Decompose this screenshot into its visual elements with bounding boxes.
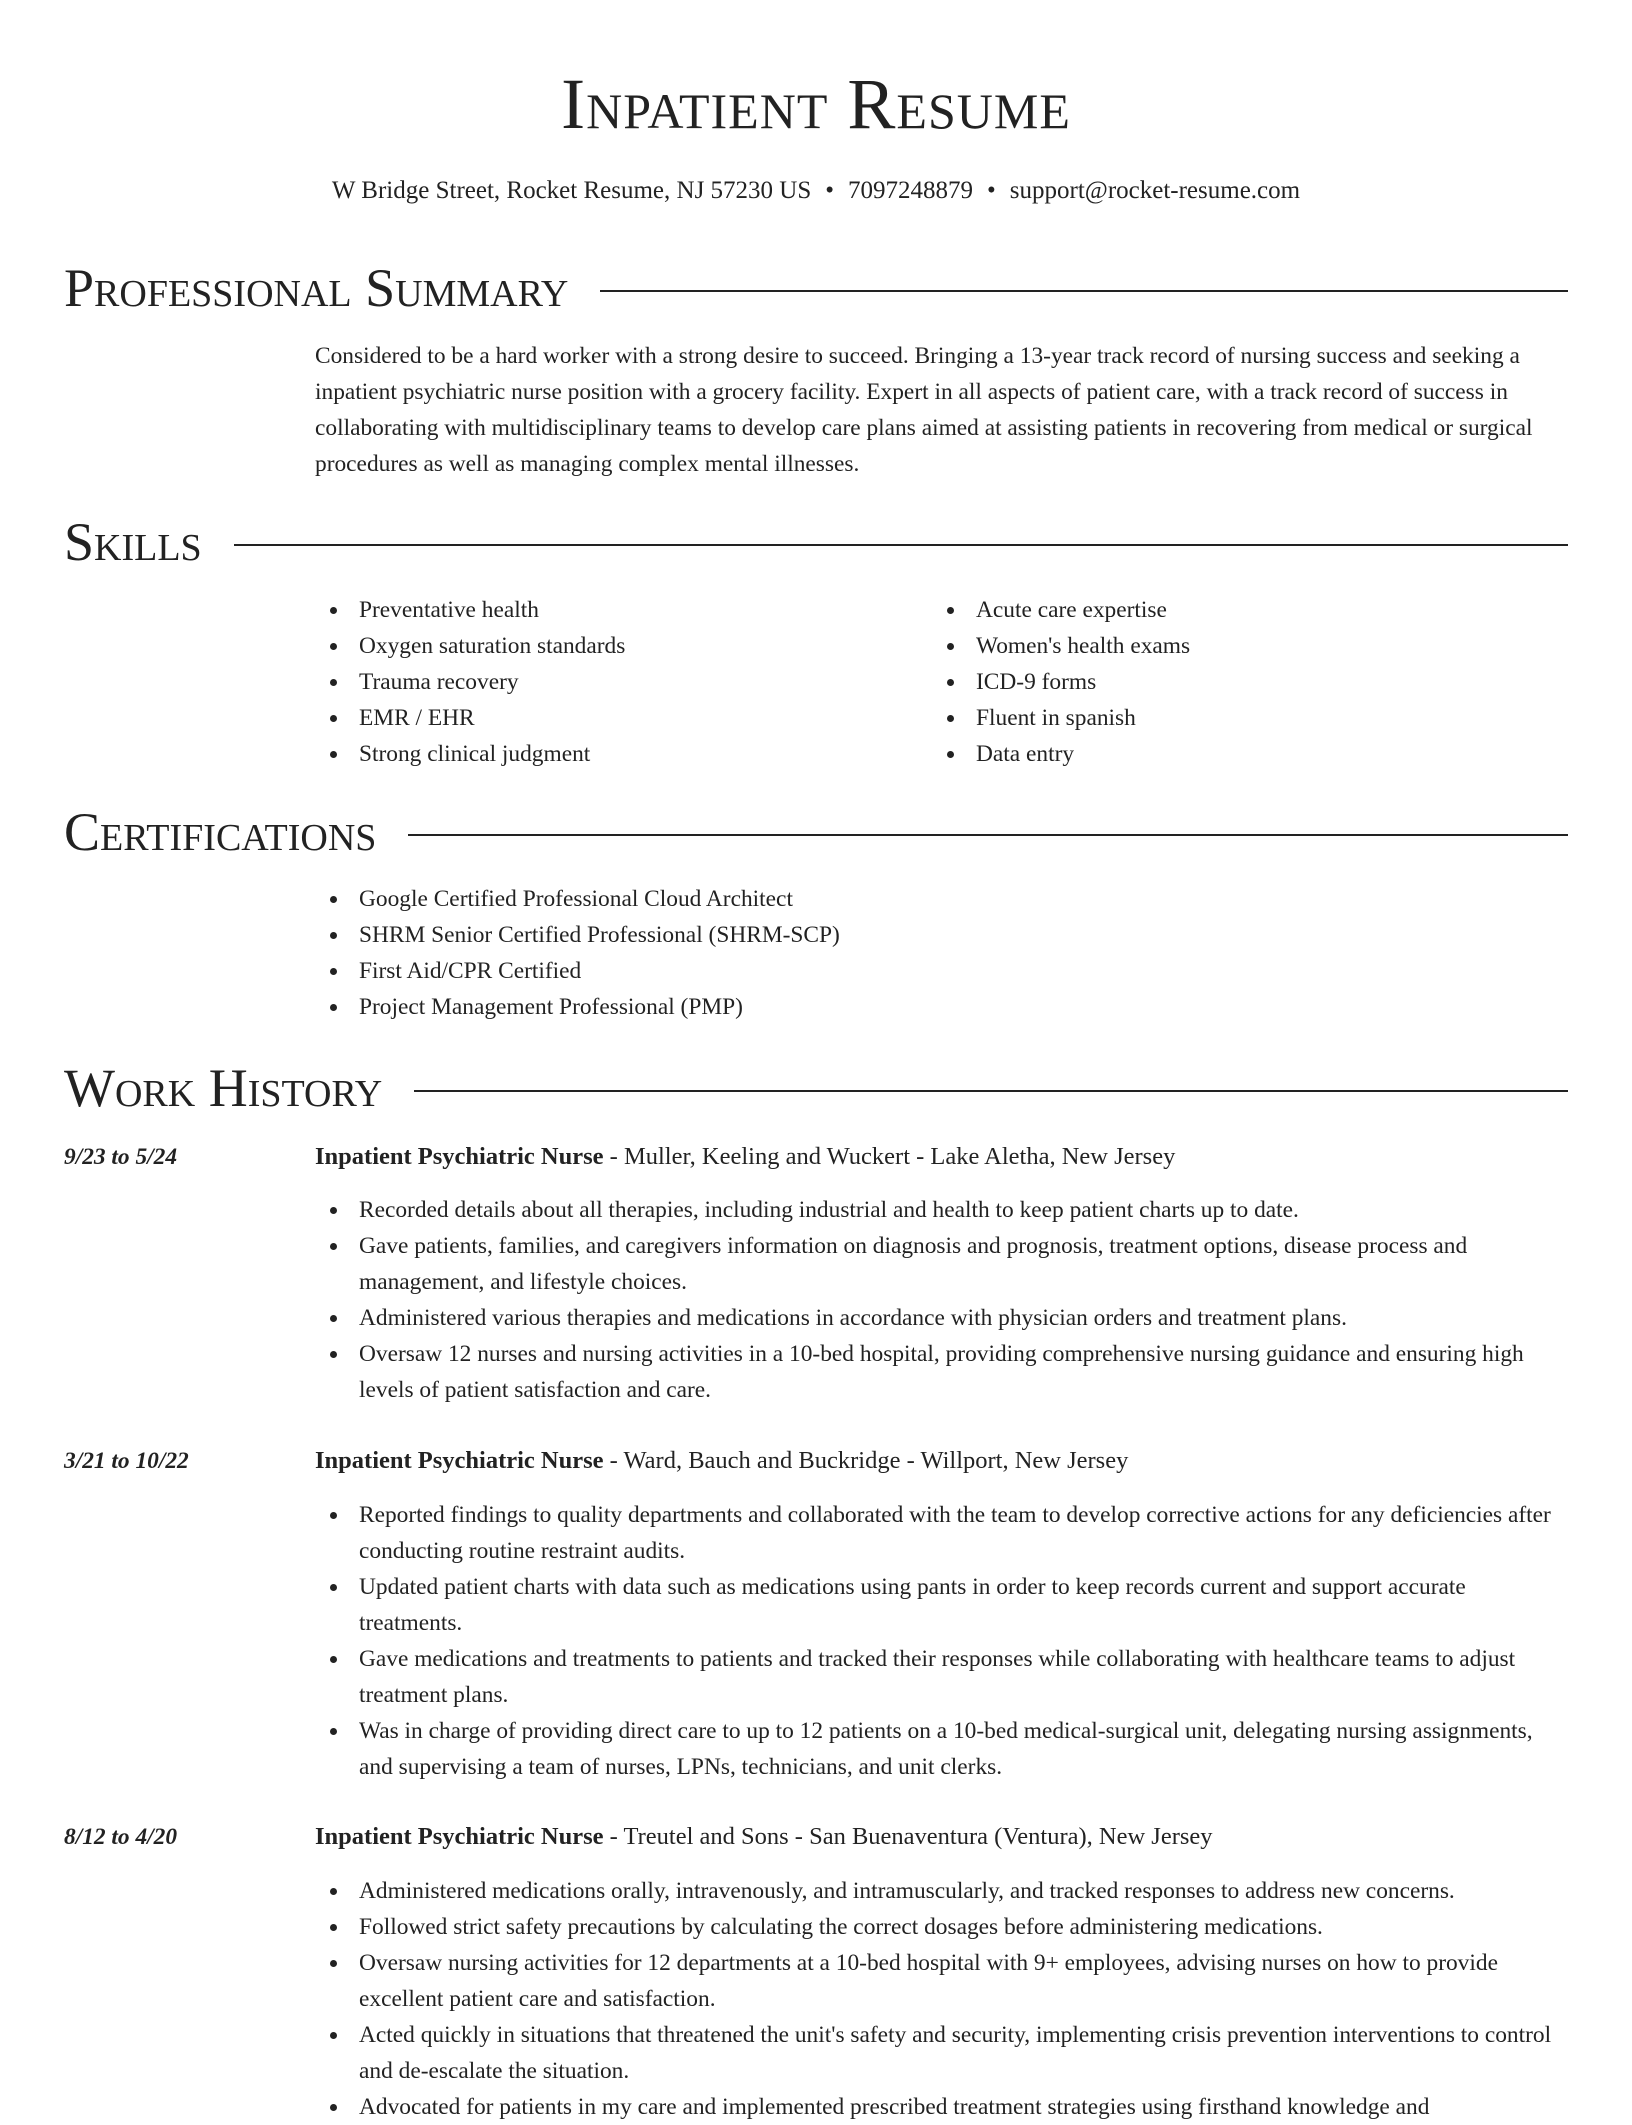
- job-duty: Acted quickly in situations that threatened the unit's safety and security, implementing crisis prevention interventions to control and de-escalate the situation.: [315, 2017, 1570, 2089]
- contact-line: [0, 174, 1632, 208]
- contact-separator: •: [825, 177, 835, 204]
- section-divider: [234, 544, 1568, 546]
- skill-item: ICD-9 forms: [932, 664, 1532, 700]
- skill-item: Trauma recovery: [315, 664, 915, 700]
- summary-section-header: [64, 256, 1568, 320]
- certifications-list: [315, 881, 1515, 1025]
- job-title: Inpatient Psychiatric Nurse: [315, 1143, 604, 1170]
- job-heading: [315, 1443, 1570, 1479]
- job-duty: Administered medications orally, intravenously, and intramuscularly, and tracked responses to address new concerns.: [315, 1873, 1570, 1909]
- job-employer: - Treutel and Sons - San Buenaventura (Ventura), New Jersey: [603, 1823, 1213, 1850]
- skill-item: Strong clinical judgment: [315, 736, 915, 772]
- job-duty: Was in charge of providing direct care to up to 12 patients on a 10-bed medical-surgical unit, delegating nursing assignments, and supervising a team of nurses, LPNs, technicians, and unit clerks.: [315, 1713, 1570, 1785]
- skill-item: Women's health exams: [932, 628, 1532, 664]
- job-heading: [315, 1139, 1570, 1175]
- job-duty: Reported findings to quality departments and collaborated with the team to develop corrective actions for any deficiencies after conducting routine restraint audits.: [315, 1497, 1570, 1569]
- job-employer: - Ward, Bauch and Buckridge - Willport, New Jersey: [603, 1447, 1129, 1474]
- job-duty: Advocated for patients in my care and implemented prescribed treatment strategies using firsthand knowledge and: [315, 2089, 1570, 2125]
- work-section-header: [64, 1056, 1568, 1120]
- job-duty: Gave patients, families, and caregivers information on diagnosis and prognosis, treatment options, disease process and management, and lifestyle choices.: [315, 1228, 1570, 1300]
- skills-list-right: [932, 592, 1532, 772]
- skills-section-header: [64, 510, 1568, 574]
- skill-item: Data entry: [932, 736, 1532, 772]
- certifications-heading: Certifications: [64, 802, 377, 862]
- section-divider: [414, 1090, 1568, 1092]
- job-duties-list: [315, 1873, 1570, 2125]
- job-title: Inpatient Psychiatric Nurse: [315, 1447, 604, 1474]
- job-duty: Recorded details about all therapies, including industrial and health to keep patient charts up to date.: [315, 1192, 1570, 1228]
- skills-heading: Skills: [64, 512, 202, 572]
- contact-address: W Bridge Street, Rocket Resume, NJ 57230 US: [331, 177, 812, 204]
- job-dates: 9/23 to 5/24: [64, 1144, 178, 1170]
- job-duty: Followed strict safety precautions by calculating the correct dosages before administering medications.: [315, 1909, 1570, 1945]
- job-duties-list: [315, 1497, 1570, 1785]
- job-dates: 3/21 to 10/22: [64, 1448, 189, 1474]
- skill-item: Fluent in spanish: [932, 700, 1532, 736]
- section-divider: [600, 290, 1568, 292]
- contact-email: support@rocket-resume.com: [1009, 177, 1301, 204]
- resume-name: Inpatient Resume: [561, 64, 1071, 144]
- skill-item: Preventative health: [315, 592, 915, 628]
- job-title: Inpatient Psychiatric Nurse: [315, 1823, 604, 1850]
- job-employer: - Muller, Keeling and Wuckert - Lake Aletha, New Jersey: [603, 1143, 1176, 1170]
- job-duties-list: [315, 1192, 1570, 1408]
- job-duty: Gave medications and treatments to patients and tracked their responses while collaborating with healthcare teams to adjust treatment plans.: [315, 1641, 1570, 1713]
- job-duty: Administered various therapies and medications in accordance with physician orders and treatment plans.: [315, 1300, 1570, 1336]
- certifications-section-header: [64, 800, 1568, 864]
- certification-item: First Aid/CPR Certified: [315, 953, 1515, 989]
- job-duty: Oversaw 12 nurses and nursing activities in a 10-bed hospital, providing comprehensive nursing guidance and ensuring high levels of patient satisfaction and care.: [315, 1336, 1570, 1408]
- job-heading: [315, 1819, 1570, 1855]
- section-divider: [408, 834, 1568, 836]
- certification-item: Google Certified Professional Cloud Architect: [315, 881, 1515, 917]
- work-heading: Work History: [64, 1058, 383, 1118]
- contact-phone: 7097248879: [848, 177, 974, 204]
- skills-list-left: [315, 592, 915, 772]
- skill-item: Acute care expertise: [932, 592, 1532, 628]
- skill-item: EMR / EHR: [315, 700, 915, 736]
- summary-heading: Professional Summary: [64, 258, 569, 318]
- skill-item: Oxygen saturation standards: [315, 628, 915, 664]
- contact-separator: •: [987, 177, 996, 204]
- job-duty: Oversaw nursing activities for 12 departments at a 10-bed hospital with 9+ employees, advising nurses on how to provide excellent patient care and satisfaction.: [315, 1945, 1570, 2017]
- certification-item: Project Management Professional (PMP): [315, 989, 1515, 1025]
- certification-item: SHRM Senior Certified Professional (SHRM-SCP): [315, 917, 1515, 953]
- job-duty: Updated patient charts with data such as medications using pants in order to keep records current and support accurate treatments.: [315, 1569, 1570, 1641]
- summary-text: Considered to be a hard worker with a strong desire to succeed. Bringing a 13-year track record of nursing success and seeking a inpatient psychiatric nurse position with a grocery facility. Expert in all aspects of patient care, with a track record of success in collaborating with multidisciplinary teams to develop care plans aimed at assisting patients in recovering from medical or surgical procedures as well as managing complex mental illnesses.: [315, 343, 1533, 477]
- job-dates: 8/12 to 4/20: [64, 1824, 178, 1850]
